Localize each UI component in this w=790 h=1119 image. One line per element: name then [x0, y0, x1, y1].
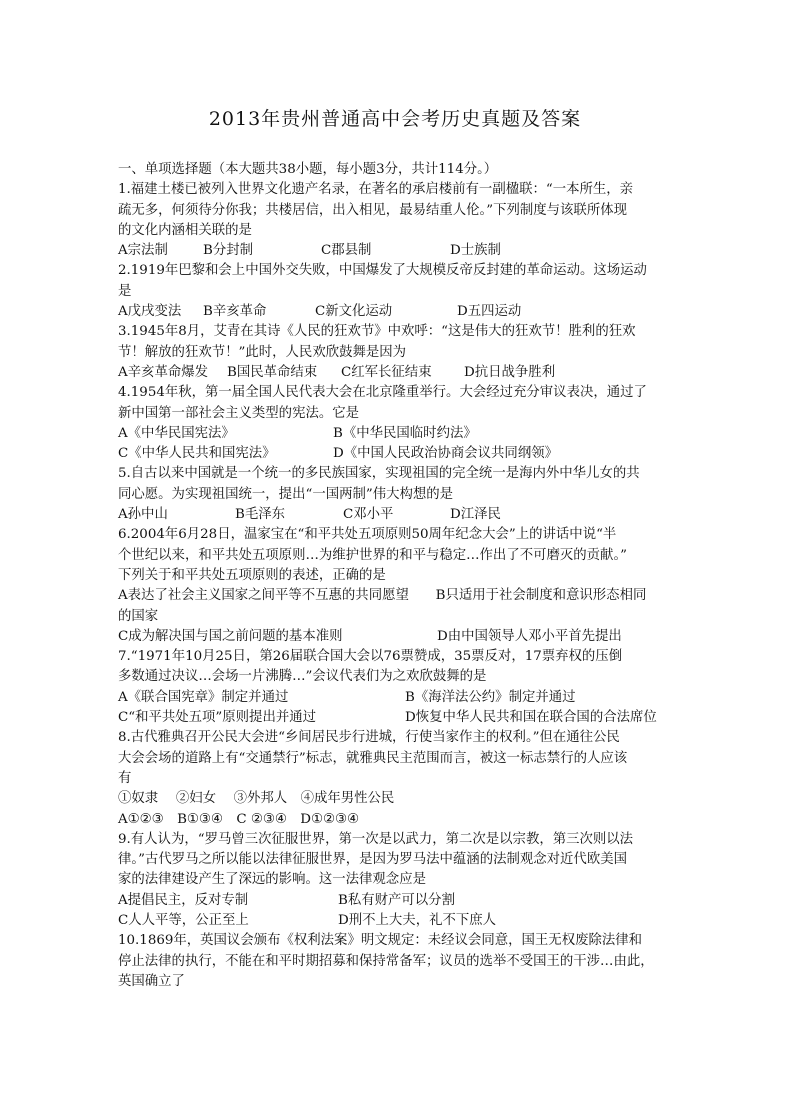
question-6-text-line: 6.2004年6月28日，温家宝在“和平共处五项原则50周年纪念大会”上的讲话中说“半 [118, 527, 617, 543]
question-4-option-c: C《中华人民共和国宪法》 [118, 446, 276, 462]
question-2-option-a: A戊戌变法 [118, 304, 182, 320]
question-1-option-d: D士族制 [450, 243, 501, 259]
question-5-options-row [118, 505, 678, 525]
question-2-option-c: C新文化运动 [315, 304, 393, 320]
question-6-text-line: 个世纪以来，和平共处五项原则…为维护世界的和平与稳定…作出了不可磨灭的贡献。” [118, 547, 627, 563]
question-list [118, 160, 678, 992]
question-1-text-line: 1.福建土楼已被列入世界文化遗产名录，在著名的承启楼前有一副楹联：“一本所生，亲 [118, 182, 634, 198]
question-3-option-b: B国民革命结束 [227, 364, 318, 380]
question-4-option-b: B《中华民国临时约法》 [333, 425, 477, 441]
question-10-text-line: 10.1869年，英国议会颁布《权利法案》明文规定：未经议会同意，国王无权废除法律和 [118, 933, 643, 949]
question-3-options-row [118, 363, 678, 383]
question-6-option-b: D由中国领导人邓小平首先提出 [437, 628, 622, 644]
question-8-text-line: 8.古代雅典召开公民大会进“乡间居民步行进城，行使当家作主的权利。”但在通往公民 [118, 730, 620, 746]
question-7-options-row [118, 688, 678, 708]
question-7-option-d: D恢复中华人民共和国在联合国的合法席位 [405, 710, 657, 726]
question-9-option-d: D刑不上大夫，礼不下庶人 [338, 912, 497, 928]
question-3-option-c: C红军长征结束 [341, 364, 432, 380]
question-9-options-row [118, 891, 678, 911]
question-5-option-a: A孙中山 [118, 507, 168, 523]
question-3-text-line: 3.1945年8月，艾青在其诗《人民的狂欢节》中欢呼：“这是伟大的狂欢节！胜利的狂欢 [118, 324, 636, 340]
question-3-text-line: 节！解放的狂欢节！”此时，人民欢欣鼓舞是因为 [118, 344, 407, 360]
question-8-text-line: 大会会场的道路上有“交通禁行”标志，就雅典民主范围而言，被这一标志禁行的人应该 [118, 750, 628, 766]
question-2-text-line: 2.1919年巴黎和会上中国外交失败，中国爆发了大规模反帝反封建的革命运动。这场运动 [118, 263, 647, 279]
question-7-option-a: A《联合国宪章》制定并通过 [118, 689, 289, 705]
question-9-text-line: 家的法律建设产生了深远的影响。这一法律观念应是 [118, 872, 426, 888]
question-4-option-a: A《中华民国宪法》 [118, 425, 235, 441]
question-9-options-row [118, 911, 678, 931]
question-9-text-line: 9.有人认为，“罗马曾三次征服世界，第一次是以武力，第二次是以宗教，第三次则以法 [118, 831, 634, 847]
page-title: 2013年贵州普通高中会考历史真题及答案 [208, 108, 582, 130]
question-8-text-line: 有 [118, 770, 132, 786]
question-8-text-line: A①②③ B①③④ C ②③④ D①②③④ [118, 811, 359, 827]
question-5-option-b: B毛泽东 [235, 507, 286, 523]
question-4-options-row [118, 444, 678, 464]
question-2-options-row [118, 302, 678, 322]
question-1-options-row [118, 241, 678, 261]
question-5-option-d: D江泽民 [450, 507, 501, 523]
question-7-text-line: 多数通过决议…会场一片沸腾…”会议代表们为之欢欣鼓舞的是 [118, 669, 487, 685]
question-9-option-c: C人人平等，公正至上 [118, 912, 249, 928]
question-7-option-b: B《海洋法公约》制定并通过 [405, 689, 576, 705]
question-4-text-line: 4.1954年秋，第一届全国人民代表大会在北京隆重举行。大会经过充分审议表决，通过了 [118, 385, 647, 401]
question-9-text-line: 律。”古代罗马之所以能以法律征服世界，是因为罗马法中蕴涵的法制观念对近代欧美国 [118, 852, 627, 868]
question-6-text-line: A表达了社会主义国家之间平等不互惠的共同愿望 B只适用于社会制度和意识形态相同 [118, 588, 647, 604]
question-6-option-a: C成为解决国与国之前问题的基本准则 [118, 628, 343, 644]
question-3-option-a: A辛亥革命爆发 [118, 364, 209, 380]
question-8-text-line: ①奴隶 ②妇女 ③外邦人 ④成年男性公民 [118, 791, 395, 807]
question-7-options-row [118, 708, 678, 728]
question-9-option-a: A提倡民主，反对专制 [118, 892, 249, 908]
question-1-option-b: B分封制 [203, 243, 254, 259]
question-3-option-d: D抗日战争胜利 [464, 364, 556, 380]
question-6-options-row [118, 627, 678, 647]
question-9-option-b: B私有财产可以分割 [338, 892, 455, 908]
question-6-text-line: 的国家 [118, 608, 159, 624]
question-4-option-d: D《中国人民政治协商会议共同纲领》 [333, 446, 558, 462]
question-4-options-row [118, 424, 678, 444]
question-5-text-line: 同心愿。为实现祖国统一，提出“一国两制”伟大构想的是 [118, 486, 454, 502]
question-1-text-line: 疏无多，何须待分你我；共楼居信，出入相见，最易结重人伦。”下列制度与该联所体现 [118, 202, 627, 218]
question-1-option-c: C郡县制 [321, 243, 372, 259]
question-5-option-c: C邓小平 [343, 507, 394, 523]
question-7-option-c: C“和平共处五项”原则提出并通过 [118, 710, 317, 726]
question-10-text-line: 停止法律的执行，不能在和平时期招募和保持常备军；议员的选举不受国王的干涉…由此， [118, 953, 654, 969]
question-6-text-line: 下列关于和平共处五项原则的表述，正确的是 [118, 567, 386, 583]
question-1-text-line: 的文化内涵相关联的是 [118, 222, 252, 238]
question-5-text-line: 5.自古以来中国就是一个统一的多民族国家，实现祖国的完全统一是海内外中华儿女的共 [118, 466, 640, 482]
question-2-text-line: 是 [118, 283, 132, 299]
question-10-text-line: 英国确立了 [118, 973, 185, 989]
question-1-option-a: A宗法制 [118, 243, 168, 259]
question-7-text-line: 7.“1971年10月25日，第26届联合国大会以76票赞成，35票反对，17票弃权的压倒 [118, 649, 623, 665]
section-heading: 一、单项选择题（本大题共38小题，每小题3分，共计114分。） [118, 162, 498, 177]
question-2-option-b: B辛亥革命 [203, 304, 267, 320]
question-2-option-d: D五四运动 [457, 304, 522, 320]
question-4-text-line: 新中国第一部社会主义类型的宪法。它是 [118, 405, 360, 421]
